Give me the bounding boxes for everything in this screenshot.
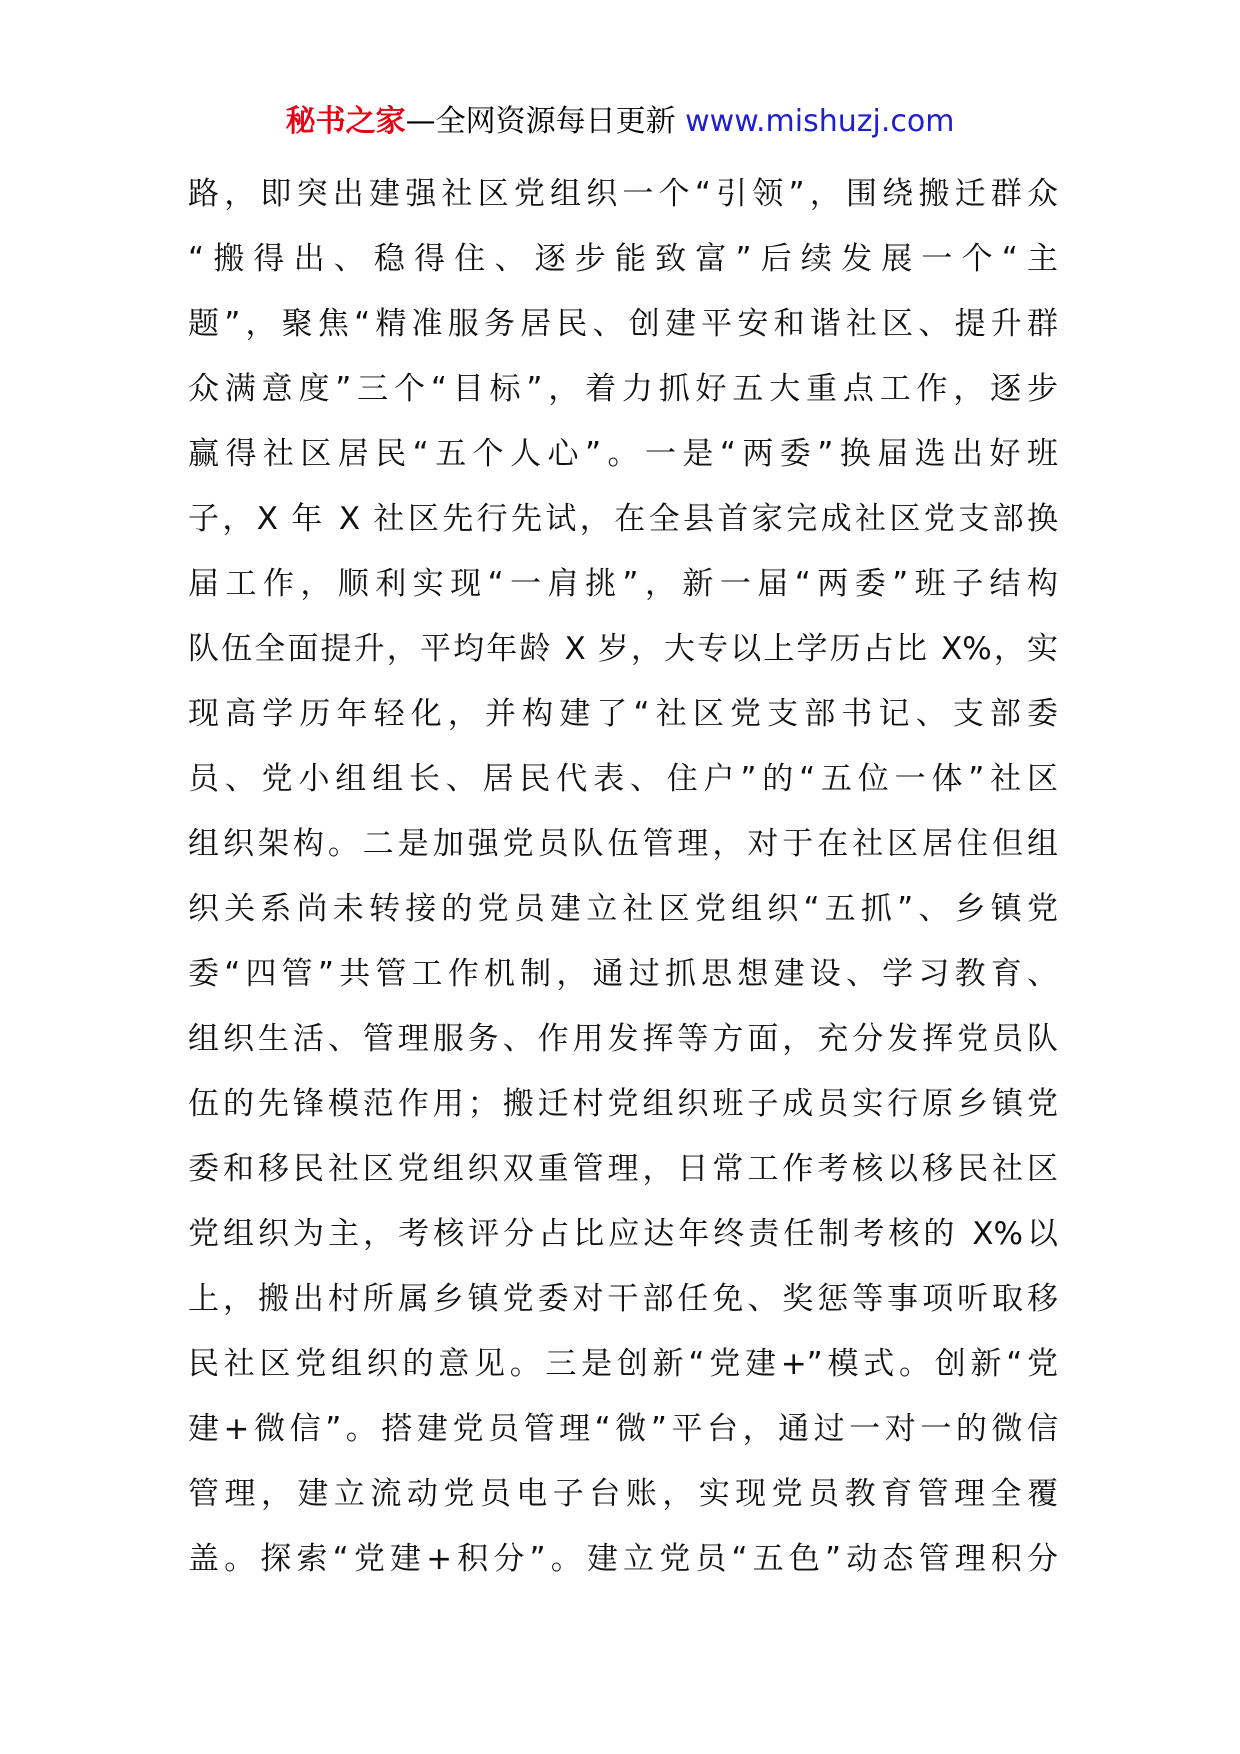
body-line: 民社区党组织的意见。三是创新“党建+”模式。创新“党 [188, 1346, 1058, 1382]
body-line: 现高学历年轻化，并构建了“社区党支部书记、支部委 [188, 696, 1058, 732]
body-line: 众满意度”三个“目标”，着力抓好五大重点工作，逐步 [188, 371, 1058, 407]
body-line: 赢得社区居民“五个人心”。一是“两委”换届选出好班 [188, 436, 1058, 472]
page-header [0, 102, 1240, 142]
body-line: “搬得出、稳得住、逐步能致富”后续发展一个“主 [188, 241, 1058, 277]
body-line: 路，即突出建强社区党组织一个“引领”，围绕搬迁群众 [188, 176, 1058, 212]
body-line: 子，X 年 X 社区先行先试，在全县首家完成社区党支部换 [188, 501, 1058, 537]
body-line: 管理，建立流动党员电子台账，实现党员教育管理全覆 [188, 1476, 1058, 1512]
body-line: 组织架构。二是加强党员队伍管理，对于在社区居住但组 [188, 826, 1058, 862]
body-line: 题”，聚焦“精准服务居民、创建平安和谐社区、提升群 [188, 306, 1058, 342]
body-line: 委“四管”共管工作机制，通过抓思想建设、学习教育、 [188, 956, 1058, 992]
document-body [188, 162, 1058, 1592]
body-line: 盖。探索“党建+积分”。建立党员“五色”动态管理积分 [188, 1541, 1058, 1577]
header-tagline: —全网资源每日更新 [405, 104, 686, 139]
body-line: 党组织为主，考核评分占比应达年终责任制考核的 X%以 [188, 1216, 1058, 1252]
body-line: 员、党小组组长、居民代表、住户”的“五位一体”社区 [188, 761, 1058, 797]
brand-name: 秘书之家 [285, 104, 406, 139]
body-line: 建+微信”。搭建党员管理“微”平台，通过一对一的微信 [188, 1411, 1058, 1447]
site-url-link[interactable]: www.mishuzj.com [685, 104, 955, 139]
body-line: 织关系尚未转接的党员建立社区党组织“五抓”、乡镇党 [188, 891, 1058, 927]
body-line: 伍的先锋模范作用；搬迁村党组织班子成员实行原乡镇党 [188, 1086, 1058, 1122]
body-line: 届工作，顺利实现“一肩挑”，新一届“两委”班子结构 [188, 566, 1058, 602]
body-line: 队伍全面提升，平均年龄 X 岁，大专以上学历占比 X%，实 [188, 631, 1058, 667]
body-line: 委和移民社区党组织双重管理，日常工作考核以移民社区 [188, 1151, 1058, 1187]
body-line: 上，搬出村所属乡镇党委对干部任免、奖惩等事项听取移 [188, 1281, 1058, 1317]
body-line: 组织生活、管理服务、作用发挥等方面，充分发挥党员队 [188, 1021, 1058, 1057]
